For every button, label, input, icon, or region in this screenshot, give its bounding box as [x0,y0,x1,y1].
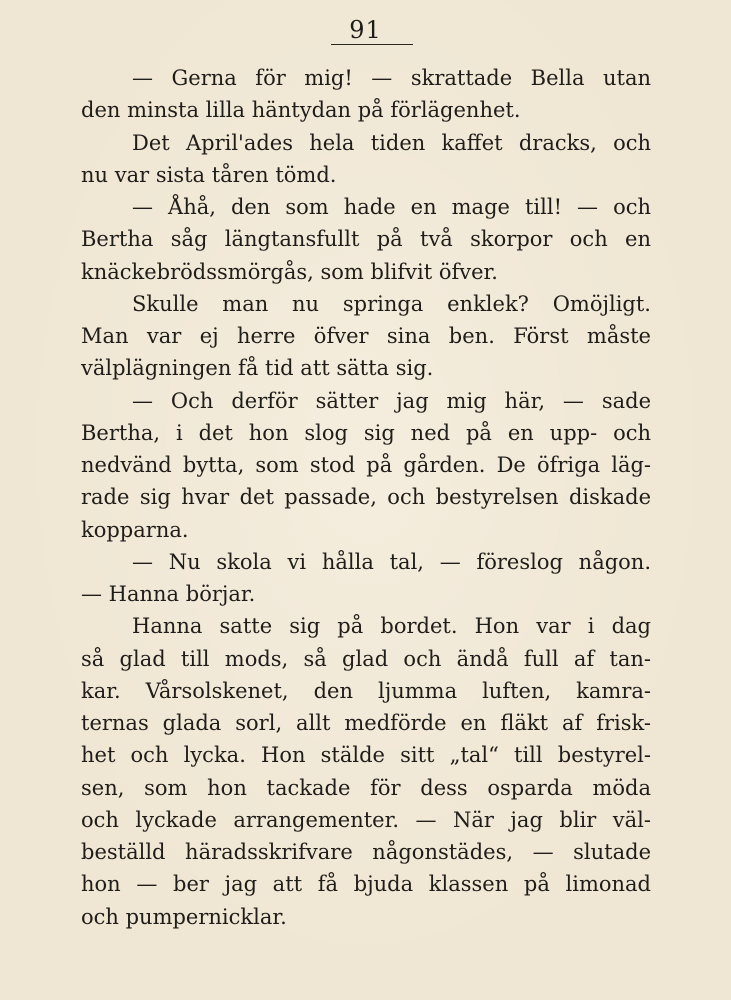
text-line: — Åhå, den som hade en mage till! — och [132,195,651,219]
text-line: nu var sista tåren tömd. [81,162,337,187]
text-line: rade sig hvar det passade, och bestyrelsen diskade [81,485,651,510]
text-line: — Och derför sätter jag mig här, — sade [132,388,651,413]
text-line: hon — ber jag att få bjuda klassen på limonad [81,872,651,897]
text-line: kopparna. [81,517,189,542]
text-line: Bertha, i det hon slog sig ned på en upp- och [81,420,651,445]
text-line: Bertha såg längtansfullt på två skorpor och en [81,227,651,252]
header-rule [331,44,413,45]
text-line: och lyckade arrangementer. — När jag blir väl- [81,807,651,832]
text-line: välplägningen få tid att sätta sig. [81,356,434,381]
text-line: Skulle man nu springa enklek? Omöjligt. [132,291,651,316]
text-line: ternas glada sorl, allt medförde en fläkt af frisk- [81,711,651,735]
text-line: — Hanna börjar. [81,582,256,606]
text-line: — Gerna för mig! — skrattade Bella utan [132,66,651,90]
text-line: nedvänd bytta, som stod på gården. De öfriga läg- [81,453,651,477]
text-line: och pumpernicklar. [81,904,287,929]
page-number: 91 [349,16,382,44]
body-text [81,62,651,933]
text-line: beställd häradsskrifvare någonstädes, — slutade [81,840,651,864]
text-line: Det April'ades hela tiden kaffet dracks, och [132,130,651,155]
text-line: — Nu skola vi hålla tal, — föreslog någon. [132,549,651,574]
text-line: het och lycka. Hon stälde sitt „tal“ till bestyrel- [81,743,651,768]
text-line: sen, som hon tackade för dess osparda möda [81,775,651,800]
text-line: knäckebrödssmörgås, som blifvit öfver. [81,259,498,284]
text-line: kar. Vårsolskenet, den ljumma luften, kamra- [81,678,651,703]
text-line: så glad till mods, så glad och ändå full af tan- [81,646,651,671]
text-line: Man var ej herre öfver sina ben. Först måste [81,324,651,348]
text-line: Hanna satte sig på bordet. Hon var i dag [132,614,651,639]
text-line: den minsta lilla häntydan på förlägenhet. [81,98,521,123]
